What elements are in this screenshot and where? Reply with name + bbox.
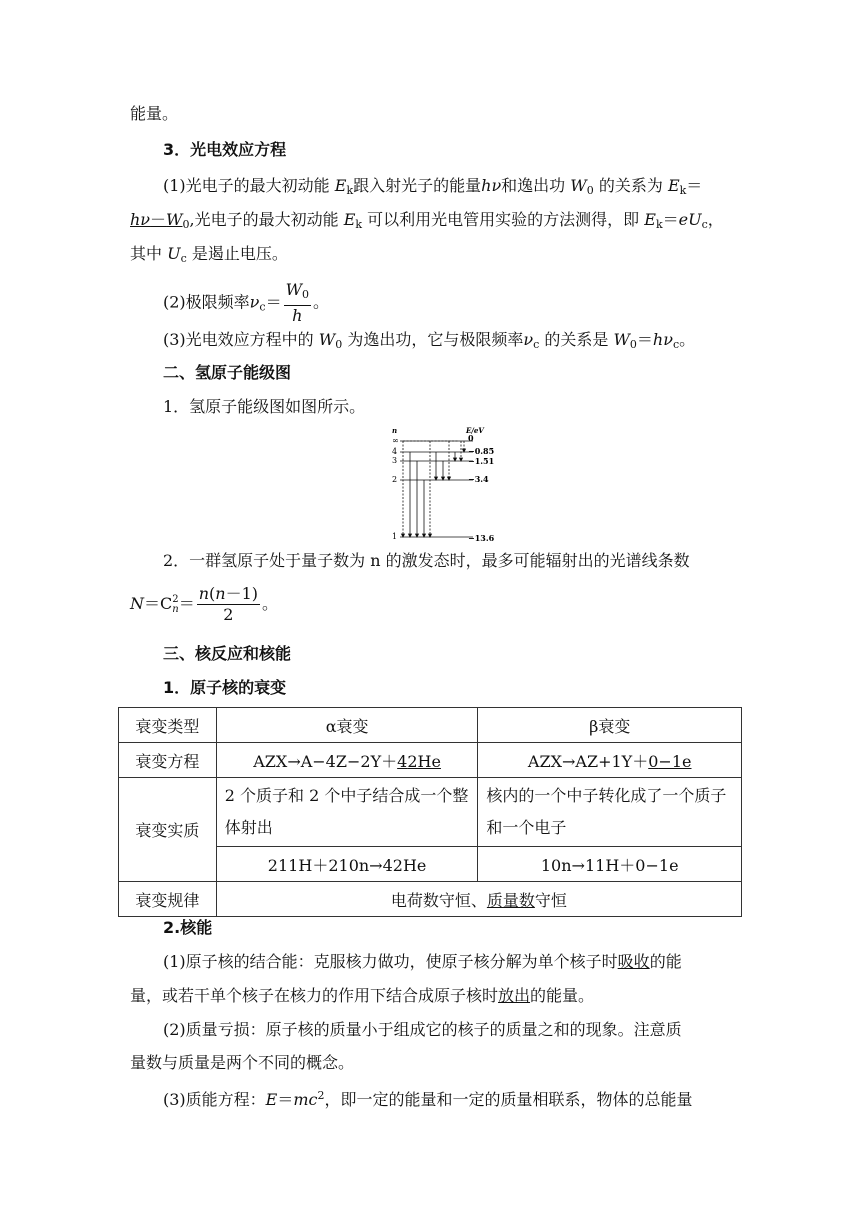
alpha-essence-equation: 211H＋210n→42He xyxy=(216,847,478,882)
table-row xyxy=(119,743,742,778)
level-n-2: 2 xyxy=(392,475,398,484)
level-e-inf: 0 xyxy=(468,433,474,443)
section-heading-hydrogen: 二、氢原子能级图 xyxy=(163,363,292,382)
binding-energy-line-1: (1)原子核的结合能：克服核力做功，使原子核分解为单个核子时吸收的能 xyxy=(163,952,682,971)
table-cell: 核内的一个中子转化成了一个质子和一个电子 xyxy=(478,778,742,847)
table-cell: 2 个质子和 2 个中子结合成一个整体射出 xyxy=(216,778,478,847)
table-cell: β衰变 xyxy=(478,708,742,743)
level-n-3: 3 xyxy=(392,456,398,465)
table-cell: 衰变实质 xyxy=(119,778,217,882)
table-row xyxy=(119,708,742,743)
level-e-3: −1.51 xyxy=(468,456,495,466)
table-cell: 衰变规律 xyxy=(119,882,217,917)
item-nuclear-energy-heading: 2.核能 xyxy=(163,918,213,937)
level-n-1: 1 xyxy=(392,532,398,541)
paragraph-3: (3)光电效应方程中的 $W_0$ 为逸出功，它与极限频率$\nu_c$ 的关系是 $W_0=h\nu_c$。 xyxy=(163,330,696,351)
energy-level-diagram xyxy=(388,424,506,542)
level-e-2: −3.4 xyxy=(468,474,489,484)
item-2-text: 2．一群氢原子处于量子数为 n 的激发态时，最多可能辐射出的光谱线条数 xyxy=(163,551,690,570)
diagram-e-label: E/eV xyxy=(466,426,484,435)
mass-defect-line-1: (2)质量亏损：原子核的质量小于组成它的核子的质量之和的现象。注意质 xyxy=(163,1020,682,1039)
level-n-4: 4 xyxy=(392,447,398,456)
alpha-equation: AZX→A−4Z−2Y＋42He xyxy=(216,743,478,778)
table-cell: α衰变 xyxy=(216,708,478,743)
paragraph-1-line-2: $h\nu-W_0$,光电子的最大初动能 $E_k$ 可以利用光电管用实验的方法测得，即 $E_k=eU_c$， xyxy=(130,210,724,231)
beta-equation: AZX→AZ+1Y＋0−1e xyxy=(478,743,742,778)
heading-photoelectric-equation: 3．光电效应方程 xyxy=(163,140,287,159)
fraction-n-n-1-over-2: $\frac{n(n-1)}{2}$ xyxy=(198,584,259,624)
mass-defect-line-2: 量数与质量是两个不同的概念。 xyxy=(130,1053,355,1072)
decay-table xyxy=(118,707,742,917)
table-cell: 衰变方程 xyxy=(119,743,217,778)
mass-energy-line: (3)质能方程：$E=mc^2$，即一定的能量和一定的质量相联系，物体的总能量 xyxy=(163,1089,693,1109)
paragraph-2: (2)极限频率$\nu_c=$ $\frac{W_0}{h}$ 。 xyxy=(163,280,330,325)
table-cell: 电荷数守恒、质量数守恒 xyxy=(216,882,741,917)
level-n-inf: ∞ xyxy=(392,436,399,445)
text-line: 能量。 xyxy=(130,104,179,123)
beta-essence-equation: 10n→11H＋0−1e xyxy=(478,847,742,882)
diagram-n-label: n xyxy=(392,426,398,435)
section-heading-nuclear: 三、核反应和核能 xyxy=(163,644,292,663)
formula-spectral-lines: N＝C 2 n ＝ $\frac{n(n-1)}{2}$ 。 xyxy=(130,584,279,624)
paragraph-1-line-1: (1)光电子的最大初动能 $E_k$跟入射光子的能量hν和逸出功 $W_0$ 的关系为 $E_k=$ xyxy=(163,176,703,197)
table-row xyxy=(119,778,742,847)
binding-energy-line-2: 量，或若干单个核子在核力的作用下结合成原子核时放出的能量。 xyxy=(130,986,595,1005)
level-e-1: −13.6 xyxy=(468,533,495,542)
paragraph-1-line-3: 其中 $U_c$ 是遏止电压。 xyxy=(130,244,288,265)
level-e-4: −0.85 xyxy=(468,446,495,456)
table-cell: 衰变类型 xyxy=(119,708,217,743)
item-decay-heading: 1．原子核的衰变 xyxy=(163,678,287,697)
fraction-w0-h: $\frac{W_0}{h}$ xyxy=(285,280,310,325)
item-1-text: 1．氢原子能级图如图所示。 xyxy=(163,397,366,416)
table-row xyxy=(119,882,742,917)
